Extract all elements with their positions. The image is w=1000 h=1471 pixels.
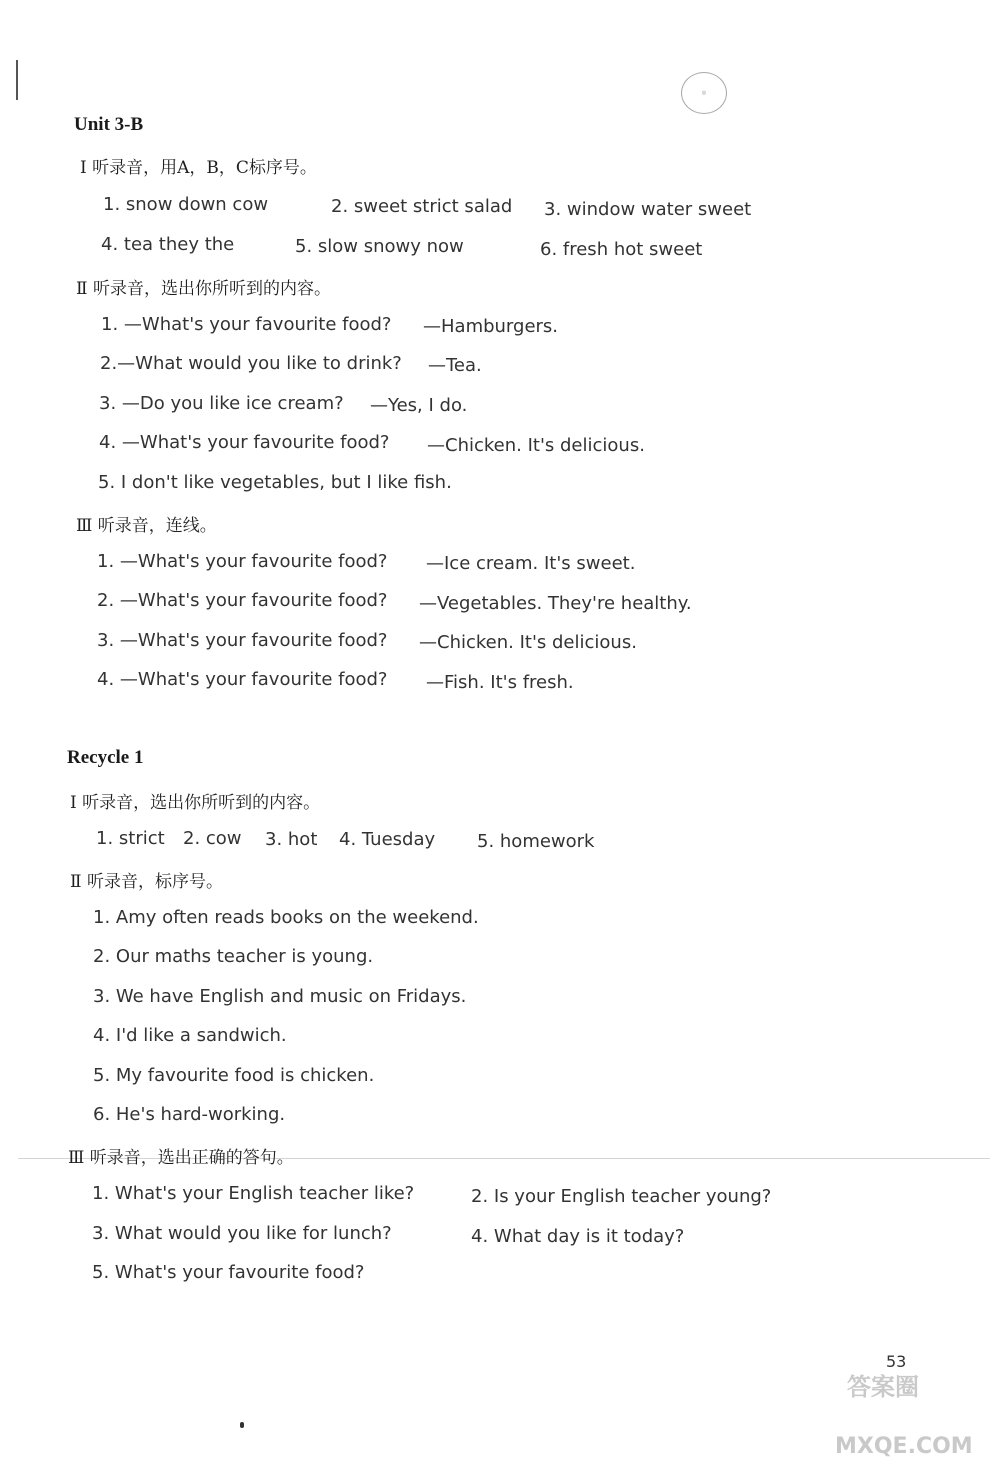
list-item: 5. homework	[477, 831, 595, 852]
dialogue-question: 1. —What's your favourite food?	[97, 551, 388, 572]
list-item: 6. fresh hot sweet	[540, 239, 703, 260]
list-item: 6. He's hard-working.	[93, 1104, 286, 1125]
dialogue-question: 2.—What would you like to drink?	[100, 353, 402, 374]
list-item: 3. What would you like for lunch?	[92, 1223, 392, 1244]
dialogue-question: 3. —Do you like ice cream?	[99, 393, 344, 414]
dialogue-question: 5. I don't like vegetables, but I like fish.	[98, 472, 452, 493]
list-item: 1. snow down cow	[103, 194, 269, 215]
watermark-logo	[835, 1355, 995, 1465]
list-item: 1. What's your English teacher like?	[92, 1183, 415, 1204]
dialogue-question: 4. —What's your favourite food?	[97, 669, 388, 690]
list-item: 5. My favourite food is chicken.	[93, 1065, 375, 1086]
dialogue-answer: —Tea.	[428, 355, 482, 376]
dialogue-answer: —Vegetables. They're healthy.	[419, 593, 692, 614]
page-number: 53	[886, 1352, 907, 1371]
recycle1-section-3-label: Ⅲ 听录音，选出正确的答句。	[68, 1148, 294, 1168]
list-item: 2. sweet strict salad	[331, 196, 513, 217]
library-stamp: ◎	[681, 72, 727, 114]
dialogue-question: 1. —What's your favourite food?	[101, 314, 392, 335]
dialogue-answer: —Fish. It's fresh.	[426, 672, 574, 693]
list-item: 1. strict	[96, 828, 165, 849]
dialogue-answer: —Chicken. It's delicious.	[427, 435, 645, 456]
watermark-line-2: MXQE.COM	[835, 1434, 973, 1459]
list-item: 3. hot	[265, 829, 318, 850]
recycle1-section-1-label: Ⅰ 听录音，选出你所听到的内容。	[70, 793, 321, 813]
dialogue-question: 3. —What's your favourite food?	[97, 630, 388, 651]
list-item: 5. slow snowy now	[295, 236, 464, 257]
list-item: 4. Tuesday	[339, 829, 436, 850]
dialogue-answer: —Chicken. It's delicious.	[419, 632, 637, 653]
list-item: 5. What's your favourite food?	[92, 1262, 365, 1283]
unit3b-section-3-label: Ⅲ 听录音，连线。	[76, 516, 217, 536]
dialogue-answer: —Yes, I do.	[370, 395, 468, 416]
dialogue-answer: —Ice cream. It's sweet.	[426, 553, 636, 574]
dialogue-answer: —Hamburgers.	[423, 316, 559, 337]
recycle1-section-2-label: Ⅱ 听录音，标序号。	[70, 872, 223, 892]
unit3b-section-1-label: Ⅰ 听录音，用A，B，C标序号。	[80, 158, 317, 178]
list-item: 3. We have English and music on Fridays.	[93, 986, 467, 1007]
list-item: 2. Our maths teacher is young.	[93, 946, 374, 967]
unit-3b-title: Unit 3-B	[74, 114, 144, 135]
list-item: 4. What day is it today?	[471, 1226, 685, 1247]
list-item: 3. window water sweet	[544, 199, 752, 220]
list-item: 2. cow	[183, 828, 242, 849]
ink-dot	[240, 1422, 244, 1428]
list-item: 4. I'd like a sandwich.	[93, 1025, 287, 1046]
list-item: 2. Is your English teacher young?	[471, 1186, 772, 1207]
list-item: 1. Amy often reads books on the weekend.	[93, 907, 479, 928]
watermark-line-1: 答案圈	[847, 1373, 919, 1401]
recycle-1-title: Recycle 1	[67, 747, 144, 768]
dialogue-question: 4. —What's your favourite food?	[99, 432, 390, 453]
dialogue-question: 2. —What's your favourite food?	[97, 590, 388, 611]
unit3b-section-2-label: Ⅱ 听录音，选出你所听到的内容。	[76, 279, 331, 299]
page-edge-line	[16, 60, 18, 100]
list-item: 4. tea they the	[101, 234, 235, 255]
